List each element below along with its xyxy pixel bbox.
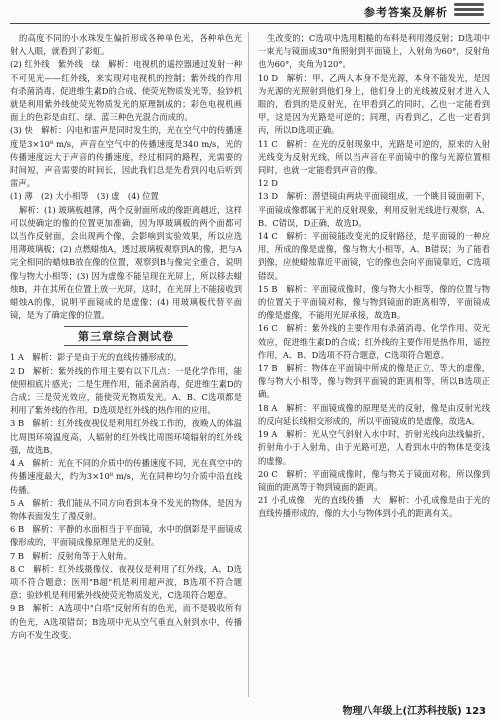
- answer-paragraph: 4 A 解析：光在不同的介质中的传播速度不同，光在真空中的传播速度最大，约为3×10⁸ m/s，光在同种均匀介质中沿直线传播。: [10, 458, 242, 495]
- answer-paragraph: 生改变的；C选项中选用粗糙的布料是利用漫反射；D选项中一束光与镜面成30°角照射到平面镜上，入射角为60°，反射角也为60°，夹角为120°。: [258, 33, 490, 70]
- answer-paragraph: 6 B 解析：平静的水面相当于平面镜，水中的倒影是平面镜成像形成的，平面镜成像原理是光的反射。: [10, 524, 242, 548]
- answer-paragraph: 18 A 解析：平面镜成像的原理是光的反射，像是由反射光线的反向延长线相交形成的，所以平面镜成的是虚像，故选A。: [258, 402, 490, 426]
- page-footer: 物理八年级上(江苏科技版) 123: [342, 706, 486, 717]
- answer-paragraph: 解析：(1) 玻璃板越薄，两个反射面所成的像距离越近，这样可以使确定的像的位置更加准确，因为厚玻璃板的两个面都可以当作反射面，会出现两个像，会影响到实验效果，所以应选用薄玻璃板；(2) 点燃蜡烛A，透过玻璃板观察到A的像，把与A完全相同的蜡烛B放在像的位置，观察到B与像完全重合，说明像与物大小相等；(3) 因为虚像不能呈现在光屏上，所以移去蜡烛B，并在其所在位置上放一光屏，这时，在光屏上不能接收到蜡烛A的像，说明平面镜成的是虚像；(4) 用玻璃板代替平面镜，是为了确定像的位置。: [10, 204, 242, 321]
- left-column: [10, 32, 242, 697]
- section-title: [10, 326, 242, 346]
- header-rule: [10, 23, 490, 24]
- answer-paragraph: 14 C 解析：平面镜能改变光的反射路径，是平面镜的一种应用，所成的像是虚像，像与物大小相等，A、B错误；为了能看到像，应使蜡烛靠近平面镜，它的像也会向平面镜靠近，C选项错误。: [258, 231, 490, 281]
- answer-paragraph: 11 C 解析：在光的反射现象中，光路是可逆的，原来的入射光线变为反射光线，所以当声音在平面镜中的像与光源位置相同时，也就一定能看到声音的像。: [258, 138, 490, 176]
- answer-paragraph: 17 B 解析：物体在平面镜中所成的像是正立、等大的虚像，像与物大小相等，像与物到平面镜的距离相等，所以B选项正确。: [258, 363, 490, 400]
- section-title-text: 第三章综合测试卷: [64, 326, 188, 346]
- book-stack-icon: [454, 3, 484, 21]
- answer-paragraph: 21 小孔成像 光的直线传播 大 解析：小孔成像是由于光的直线传播形成的，像的大小与物体到小孔的距离有关。: [258, 495, 490, 519]
- answer-paragraph: 7 B 解析：反射角等于入射角。: [10, 550, 132, 561]
- answer-paragraph: 的高度不同的小水珠发生偏折形成各种单色光，各种单色光射入人眼，就看到了彩虹。: [10, 33, 242, 57]
- answer-paragraph: (2) 红外线 紫外线 绿 解析：电视机的遥控器通过发射一种不可见光——红外线，来实现对电视机的控制；紫外线的作用有杀菌消毒、促进维生素D的合成、使荧光物质发光等，验钞机就是利用紫外线使荧光物质发光的原理制成的；彩色电视机画面上的色彩是由红、绿、蓝三种色光混合而成的。: [10, 59, 242, 123]
- answer-paragraph: 3 B 解析：红外线夜视仪是利用红外线工作的，夜晚人的体温比周围环境温度高，人辐射的红外线比周围环境辐射的红外线强，故选B。: [10, 418, 242, 455]
- column-divider: [248, 32, 249, 697]
- answer-paragraph: 5 A 解析：我们能从不同方向看到本身不发光的物体，是因为物体表面发生了漫反射。: [10, 497, 242, 521]
- answer-paragraph: 8 C 解析：红外线摄像仪、夜视仪是利用了红外线，A、D选项不符合题意；医用"B超"机是利用超声波，B选项不符合题意；验钞机是利用紫外线使荧光物质发光，C选项符合题意。: [10, 563, 242, 601]
- answer-paragraph: 1 A 解析：影子是由于光的直线传播形成的。: [10, 352, 182, 363]
- answer-paragraph: (1) 薄 (2) 大小相等 (3) 虚 (4) 位置: [10, 191, 159, 202]
- page-header: [0, 0, 500, 26]
- answer-paragraph: 15 B 解析：平面镜成像时，像与物大小相等，像的位置与物的位置关于平面镜对称，像与物到镜面的距离相等，平面镜成的像是虚像，不能用光屏承接，故选B。: [258, 283, 490, 321]
- answer-paragraph: 10 D 解析：甲、乙两人本身不是光源，本身不能发光，是因为光源的光照射到他们身上，他们身上的光线被反射才进入人眼的，看到的是反射光，在甲看到乙的同时，乙也一定能看到甲，这是因为光路是可逆的；同理，丙看到乙，乙也一定看到丙，所以D选项正确。: [258, 72, 490, 136]
- answer-paragraph: 20 C 解析：平面镜成像时，像与物关于镜面对称，所以像到镜面的距离等于物到镜面的距离。: [258, 468, 490, 492]
- right-column: [258, 32, 490, 697]
- answer-paragraph: 9 B 解析：A选项中"白塔"反射所有的色光，而不是吸收所有的色光，A选项错误；B选项中光从空气垂直入射到水中，传播方向不发生改变。: [10, 603, 242, 640]
- answer-paragraph: 12 D: [258, 178, 278, 189]
- answer-paragraph: 16 C 解析：紫外线的主要作用有杀菌消毒、化学作用、荧光效应，促进维生素D的合成；红外线的主要作用是热作用，遥控作用，A、B、D选项不符合题意，C选项符合题意。: [258, 323, 490, 360]
- answer-paragraph: 13 D 解析：潜望镜由两块平面镜组成，一个眺目镜面朝下，平面镜成像都属于光的反射现象，利用反射光线进行观察，A、B、C错误，D正确，故选D。: [258, 191, 490, 228]
- answer-paragraph: (3) 快 解析：闪电和雷声是同时发生的，光在空气中的传播速度是3×10⁸ m/s，声音在空气中的传播速度是340 m/s，光的传播速度远大于声音的传播速度，经过相同的路程，光需要的时间短，声音需要的时间长，因此我们总是先看到闪电后听到雷声。: [10, 125, 242, 189]
- answer-paragraph: 2 D 解析：紫外线的作用主要有以下几点：一是化学作用，能使照相底片感光；二是生理作用，能杀菌消毒，促进维生素D的合成；三是荧光效应，能使荧光物质发光。A、B、C选项都是利用了紫外线的作用，D选项是红外线的热作用的应用。: [10, 365, 242, 416]
- header-title: 参考答案及解析: [364, 6, 448, 19]
- answer-paragraph: 19 A 解析：光从空气斜射入水中时，折射光线向法线偏折，折射角小于入射角，由于光路可逆，人看到水中的物体是变浅的虚像。: [258, 429, 490, 466]
